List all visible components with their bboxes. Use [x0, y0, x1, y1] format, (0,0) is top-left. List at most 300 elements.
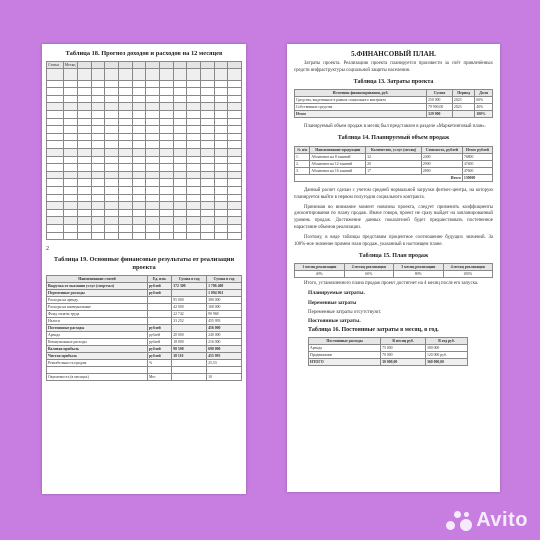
- table-cell: [173, 103, 187, 111]
- table-cell: Чистая прибыль: [47, 352, 148, 359]
- table-cell: [63, 224, 77, 232]
- table-cell: 250 000: [427, 97, 453, 104]
- table-cell: Валовая прибыль: [47, 345, 148, 352]
- table-cell: [78, 103, 92, 111]
- table-cell: [132, 194, 146, 202]
- table-cell: [214, 133, 228, 141]
- table-row: [295, 153, 493, 160]
- table-row: [47, 331, 242, 338]
- table-cell: [172, 289, 207, 296]
- table-cell: [146, 224, 160, 232]
- table-header-cell: 1 месяц реализации: [295, 264, 345, 271]
- table-cell: [200, 88, 214, 96]
- table-cell: Выручка от оказания услуг (спортзал): [47, 282, 148, 289]
- table-cell: [78, 80, 92, 88]
- table-cell: [47, 217, 64, 225]
- table-cell: [47, 224, 64, 232]
- table-cell: 3.: [295, 167, 310, 174]
- table-cell: [78, 179, 92, 187]
- table-row: [295, 160, 493, 167]
- table-cell: [147, 296, 171, 303]
- table-cell: 76800: [462, 153, 492, 160]
- table-cell: [132, 224, 146, 232]
- table-cell: [105, 202, 119, 210]
- table-cell: [47, 179, 64, 187]
- table-cell: [91, 217, 105, 225]
- table-cell: [146, 111, 160, 119]
- table-cell: [146, 141, 160, 149]
- table-cell: 90 500: [172, 345, 207, 352]
- table-cell: [146, 88, 160, 96]
- table-row: [47, 156, 242, 164]
- table-cell: [78, 164, 92, 172]
- table-row: [47, 217, 242, 225]
- table-cell: [187, 95, 201, 103]
- table-cell: [228, 126, 242, 134]
- table-cell: 168 000: [207, 303, 242, 310]
- table-cell: [119, 187, 133, 195]
- table-cell: [105, 80, 119, 88]
- table-cell: 42 000: [172, 303, 207, 310]
- table-cell: [228, 156, 242, 164]
- table-cell: [78, 187, 92, 195]
- table-cell: [214, 209, 228, 217]
- table-header-cell: [228, 61, 242, 68]
- table-cell: [63, 95, 77, 103]
- table-cell: [187, 217, 201, 225]
- table-cell: [146, 209, 160, 217]
- table-cell: [173, 187, 187, 195]
- table-cell: 240 000: [207, 331, 242, 338]
- table-cell: [105, 68, 119, 80]
- table-cell: [214, 126, 228, 134]
- table-header-cell: Итого рублей: [462, 146, 492, 153]
- section-title: 5.ФИНАНСОВЫЙ ПЛАН.: [351, 50, 436, 58]
- table-header-cell: Наименование продукции: [310, 146, 366, 153]
- table-row: [47, 232, 242, 240]
- table-cell: [91, 133, 105, 141]
- left-document-page: [42, 44, 246, 494]
- table-row: [47, 296, 242, 303]
- table-cell: [105, 179, 119, 187]
- table16: [308, 337, 468, 366]
- table-header-cell: 4 месяц реализации: [443, 264, 493, 271]
- table-cell: [173, 194, 187, 202]
- table-row: [47, 118, 242, 126]
- table-cell: [132, 156, 146, 164]
- table-cell: [160, 202, 174, 210]
- table-cell: [132, 95, 146, 103]
- table-row: [47, 202, 242, 210]
- table-cell: [160, 68, 174, 80]
- table-cell: [78, 149, 92, 157]
- table-cell: 690 000: [207, 345, 242, 352]
- table-row: [47, 366, 242, 373]
- table-cell: [146, 171, 160, 179]
- table-cell: [105, 194, 119, 202]
- table-row: [47, 324, 242, 331]
- table-cell: [187, 232, 201, 240]
- table-cell: [173, 179, 187, 187]
- table-cell: [173, 164, 187, 172]
- table-cell: [47, 95, 64, 103]
- table-cell: Аренда: [47, 331, 148, 338]
- table-cell: 380 000: [207, 296, 242, 303]
- table-cell: [63, 217, 77, 225]
- table-cell: [173, 133, 187, 141]
- table-cell: [63, 126, 77, 134]
- table-header-cell: Доля: [475, 90, 493, 97]
- table-cell: [132, 103, 146, 111]
- table-row: [47, 310, 242, 317]
- table-cell: [91, 179, 105, 187]
- table-cell: [105, 156, 119, 164]
- table-cell: [91, 111, 105, 119]
- table-cell: 20 000: [172, 331, 207, 338]
- table-cell: [200, 179, 214, 187]
- table-cell: [119, 118, 133, 126]
- table-cell: [91, 232, 105, 240]
- table-cell: [63, 141, 77, 149]
- table-cell: 18 000: [172, 338, 207, 345]
- table-cell: [146, 156, 160, 164]
- table-cell: [173, 232, 187, 240]
- table-cell: [187, 118, 201, 126]
- table-cell: 329 900: [427, 111, 453, 118]
- table-cell: [160, 141, 174, 149]
- table-cell: [119, 141, 133, 149]
- table-cell: 300 000: [425, 344, 467, 351]
- table-cell: [132, 141, 146, 149]
- table-cell: [146, 217, 160, 225]
- table-cell: рублей: [147, 338, 171, 345]
- table-cell: 79 900,00: [427, 104, 453, 111]
- table-cell: 25,53: [207, 359, 242, 366]
- table-cell: [187, 103, 201, 111]
- table-cell: [47, 68, 64, 80]
- table-cell: [78, 126, 92, 134]
- table-cell: [119, 126, 133, 134]
- table-cell: [172, 366, 207, 373]
- table-cell: [91, 95, 105, 103]
- table-cell: [47, 232, 64, 240]
- table-cell: [228, 171, 242, 179]
- table-cell: [105, 187, 119, 195]
- table-cell: [228, 68, 242, 80]
- table-cell: [91, 103, 105, 111]
- table-cell: [228, 202, 242, 210]
- table-header-cell: Сумма в год: [207, 275, 242, 282]
- table-cell: [214, 68, 228, 80]
- table-cell: [147, 317, 171, 324]
- table15: [294, 263, 493, 278]
- table-cell: Расходы на коммунальные: [47, 303, 148, 310]
- table-cell: [105, 103, 119, 111]
- table-cell: 2900: [421, 160, 462, 167]
- table-cell: [91, 164, 105, 172]
- table-cell: 80%: [394, 271, 444, 278]
- table-cell: [132, 209, 146, 217]
- table-cell: [187, 179, 201, 187]
- heading-planned-costs: Планируемые затраты.: [308, 290, 365, 297]
- table-cell: [132, 133, 146, 141]
- table-cell: [119, 209, 133, 217]
- table-header-cell: [160, 61, 174, 68]
- table-cell: [200, 187, 214, 195]
- table-cell: [200, 103, 214, 111]
- table-cell: [187, 202, 201, 210]
- table-cell: [78, 209, 92, 217]
- table-header-cell: Ед. изм.: [147, 275, 171, 282]
- table-cell: [214, 202, 228, 210]
- table-cell: [47, 103, 64, 111]
- table-row: [47, 373, 242, 380]
- table-row: [47, 187, 242, 195]
- table-cell: 32: [366, 153, 422, 160]
- table-cell: [173, 209, 187, 217]
- table18: [46, 61, 242, 240]
- table-cell: [132, 187, 146, 195]
- table-cell: Продвижение: [309, 351, 381, 358]
- table-cell: [47, 171, 64, 179]
- heading-fixed-costs: Постоянные затраты.: [308, 317, 361, 324]
- total-value: 130000: [462, 174, 492, 181]
- table-cell: [173, 126, 187, 134]
- table-cell: [47, 88, 64, 96]
- table-cell: 22 742: [172, 310, 207, 317]
- table-cell: [200, 111, 214, 119]
- table-cell: 2800: [421, 167, 462, 174]
- table-row: [47, 68, 242, 80]
- table-header-cell: Количество, услуг (месяц): [366, 146, 422, 153]
- table-row: [47, 194, 242, 202]
- table-cell: [214, 179, 228, 187]
- table-cell: Собственные средства: [295, 104, 427, 111]
- table-cell: [214, 187, 228, 195]
- table-cell: [146, 103, 160, 111]
- table-header-cell: Статья: [47, 61, 64, 68]
- table-cell: [452, 111, 474, 118]
- table-header-cell: [105, 61, 119, 68]
- table-cell: [228, 80, 242, 88]
- table-cell: 40%: [475, 104, 493, 111]
- table-cell: [105, 126, 119, 134]
- table-cell: [47, 111, 64, 119]
- table-cell: [228, 149, 242, 157]
- table-cell: [119, 171, 133, 179]
- table-cell: Итого: [295, 111, 427, 118]
- table-cell: [105, 133, 119, 141]
- table-cell: [172, 373, 207, 380]
- table-cell: [187, 224, 201, 232]
- table-header-cell: [146, 61, 160, 68]
- table-row: [47, 126, 242, 134]
- table-cell: [47, 118, 64, 126]
- table-row: [309, 351, 468, 358]
- table-cell: [91, 194, 105, 202]
- table-cell: [78, 232, 92, 240]
- table-cell: [207, 366, 242, 373]
- table-cell: [91, 88, 105, 96]
- table-cell: [63, 156, 77, 164]
- table-cell: [173, 111, 187, 119]
- table-cell: [160, 164, 174, 172]
- table-cell: [214, 80, 228, 88]
- table-cell: 38 110: [172, 352, 207, 359]
- table-cell: [119, 111, 133, 119]
- table-cell: [147, 303, 171, 310]
- table-cell: [132, 232, 146, 240]
- table-cell: 2.: [295, 160, 310, 167]
- table-cell: 360 000,00: [425, 358, 467, 365]
- table-cell: [214, 194, 228, 202]
- table-header-cell: В год руб.: [425, 337, 467, 344]
- table-cell: [172, 324, 207, 331]
- table-cell: [214, 156, 228, 164]
- table-cell: [160, 187, 174, 195]
- table-cell: [63, 194, 77, 202]
- table-row: [47, 224, 242, 232]
- table-row: [47, 338, 242, 345]
- table-cell: [105, 209, 119, 217]
- table-cell: [200, 232, 214, 240]
- table-cell: [200, 171, 214, 179]
- table-row: [47, 352, 242, 359]
- table-cell: [132, 164, 146, 172]
- table-cell: 70 000: [381, 351, 426, 358]
- table-cell: рублей: [147, 345, 171, 352]
- table-header-cell: Постоянные расходы: [309, 337, 381, 344]
- table-header-cell: Сумма в год: [172, 275, 207, 282]
- table-cell: [119, 179, 133, 187]
- table-cell: [63, 179, 77, 187]
- table-cell: [160, 103, 174, 111]
- table-cell: [214, 95, 228, 103]
- table-header-cell: Стоимость, рублей: [421, 146, 462, 153]
- avito-logo-icon: [446, 510, 472, 532]
- table-row: [47, 345, 242, 352]
- table-cell: [146, 126, 160, 134]
- table-header-cell: [132, 61, 146, 68]
- table-row: [47, 164, 242, 172]
- table-cell: [105, 224, 119, 232]
- table-row: [295, 167, 493, 174]
- table-cell: [160, 209, 174, 217]
- table-cell: [132, 179, 146, 187]
- table-cell: 40%: [295, 271, 345, 278]
- avito-wordmark: Avito: [476, 509, 528, 531]
- table-cell: [214, 232, 228, 240]
- table-cell: [91, 149, 105, 157]
- table-cell: [132, 149, 146, 157]
- table19-title: Таблица 19. Основные финансовые результаты от реализации проекта: [53, 256, 235, 271]
- table-cell: [47, 164, 64, 172]
- table-cell: [47, 156, 64, 164]
- table-header-cell: 3 месяц реализации: [394, 264, 444, 271]
- table-row: [47, 303, 242, 310]
- table-cell: [173, 224, 187, 232]
- table-row: [47, 141, 242, 149]
- table-cell: 33 252: [172, 317, 207, 324]
- table-cell: [91, 80, 105, 88]
- table-cell: [146, 187, 160, 195]
- table-cell: [132, 111, 146, 119]
- table-cell: [173, 202, 187, 210]
- table-header-cell: [214, 61, 228, 68]
- table-cell: [146, 232, 160, 240]
- table-cell: [119, 217, 133, 225]
- paragraph-ratio: Поэтому, в виде таблицы представим процентное соотношение будущих значений. За 100%-ное значение примем план продаж, указанный в настоящем плане.: [294, 235, 493, 248]
- table-cell: [187, 68, 201, 80]
- table-cell: 47400: [462, 160, 492, 167]
- table-cell: [160, 156, 174, 164]
- table-cell: рублей: [147, 352, 171, 359]
- table-cell: [91, 187, 105, 195]
- table-cell: [78, 194, 92, 202]
- table-cell: [200, 164, 214, 172]
- table-cell: [160, 133, 174, 141]
- table-cell: [132, 68, 146, 80]
- table-cell: [173, 88, 187, 96]
- table-row: [47, 95, 242, 103]
- table-cell: [47, 133, 64, 141]
- right-document-page: [287, 44, 500, 492]
- table-row: [47, 88, 242, 96]
- table-cell: [105, 141, 119, 149]
- table-row: [47, 317, 242, 324]
- table-cell: [173, 118, 187, 126]
- table-cell: [228, 88, 242, 96]
- table-cell: [228, 194, 242, 202]
- table-header-row: [47, 61, 242, 68]
- table-cell: [91, 171, 105, 179]
- table-cell: ИТОГО: [309, 358, 381, 365]
- table-cell: [160, 224, 174, 232]
- table-cell: 1 094 961: [207, 289, 242, 296]
- table-cell: [63, 171, 77, 179]
- table-cell: [132, 202, 146, 210]
- table-cell: [47, 126, 64, 134]
- table-cell: 456 000: [207, 324, 242, 331]
- table-cell: [160, 194, 174, 202]
- table-cell: [187, 111, 201, 119]
- table-cell: [160, 126, 174, 134]
- table-cell: Окупаемость (в месяцах): [47, 373, 148, 380]
- table-cell: [172, 359, 207, 366]
- table-cell: [160, 232, 174, 240]
- table-cell: [132, 126, 146, 134]
- table-cell: 100%: [443, 271, 493, 278]
- table-cell: [78, 202, 92, 210]
- table-cell: [187, 133, 201, 141]
- table-cell: 455 993: [207, 317, 242, 324]
- table-cell: [91, 126, 105, 134]
- table16-title: Таблица 16. Постоянные затраты в месяц, в год.: [308, 326, 439, 333]
- table-cell: [200, 217, 214, 225]
- table-cell: Абонемент на 8 занятий: [310, 153, 366, 160]
- table-cell: [187, 126, 201, 134]
- table-cell: 90 968: [207, 310, 242, 317]
- table-cell: [200, 194, 214, 202]
- table-row: [47, 179, 242, 187]
- table-cell: рублей: [147, 331, 171, 338]
- table-cell: [91, 224, 105, 232]
- table-header-cell: 2 месяц реализации: [344, 264, 394, 271]
- table-cell: [91, 202, 105, 210]
- table-cell: [78, 133, 92, 141]
- table-cell: [78, 171, 92, 179]
- table-cell: [63, 88, 77, 96]
